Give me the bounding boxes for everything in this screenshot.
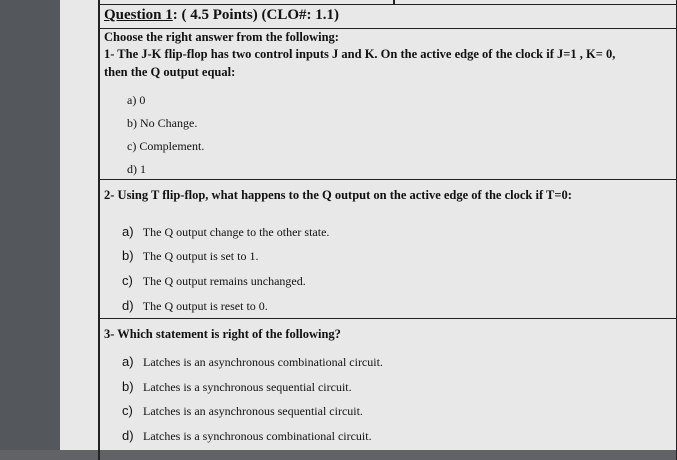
question-title [104, 7, 339, 24]
q2-option-c [122, 273, 306, 289]
q3-option-a [122, 354, 383, 370]
q1-text-line1: 1- The J-K flip-flop has two control inputs J and K. On the active edge of the clock if J=1 , K= 0, [104, 47, 616, 61]
instruction-text: Choose the right answer from the following: [104, 30, 339, 44]
document-page [60, 0, 677, 450]
q2-option-b-text: The Q output is set to 1. [142, 249, 259, 263]
q1-option-d: d) 1 [127, 162, 146, 176]
q1-option-c: c) Complement. [127, 139, 205, 153]
q3-option-b-letter: b) [122, 379, 134, 394]
question-table [98, 0, 677, 460]
question-points: : ( 4.5 Points) (CLO#: 1.1) [172, 7, 339, 23]
q2-option-d [122, 298, 268, 314]
question-number: Question 1 [104, 7, 173, 23]
q1-divider [100, 179, 676, 180]
q2-option-d-letter: d) [122, 298, 134, 313]
q1-option-a: a) 0 [127, 93, 146, 107]
q2-option-a-letter: a) [122, 224, 134, 239]
q1-text-line2: then the Q output equal: [104, 65, 236, 79]
q2-option-b [122, 248, 258, 264]
q2-option-d-text: The Q output is reset to 0. [142, 299, 268, 313]
q2-option-a-text: The Q output change to the other state. [142, 225, 330, 239]
q2-option-b-letter: b) [122, 248, 134, 263]
q2-text: 2- Using T flip-flop, what happens to the Q output on the active edge of the clock if T=0: [104, 188, 572, 202]
q2-divider [100, 318, 676, 319]
q3-text: 3- Which statement is right of the following? [104, 327, 341, 341]
q2-option-a [122, 224, 329, 240]
q3-option-d [122, 428, 372, 444]
q3-option-c [122, 403, 363, 419]
q2-option-c-text: The Q output remains unchanged. [142, 274, 306, 288]
q3-option-a-text: Latches is an asynchronous combinational circuit. [143, 355, 383, 369]
table-top-border [100, 4, 676, 5]
q2-option-c-letter: c) [122, 273, 133, 288]
left-gray-margin [0, 0, 60, 450]
title-divider [100, 28, 676, 29]
q1-option-b: b) No Change. [127, 116, 198, 130]
q3-option-a-letter: a) [122, 354, 134, 369]
q3-option-d-text: Latches is a synchronous combinational circuit. [143, 429, 372, 443]
q3-option-b-text: Latches is a synchronous sequential circuit. [143, 380, 352, 394]
q3-option-d-letter: d) [122, 428, 134, 443]
q3-option-c-letter: c) [122, 403, 133, 418]
q3-option-b [122, 379, 352, 395]
q3-option-c-text: Latches is an asynchronous sequential circuit. [143, 404, 363, 418]
